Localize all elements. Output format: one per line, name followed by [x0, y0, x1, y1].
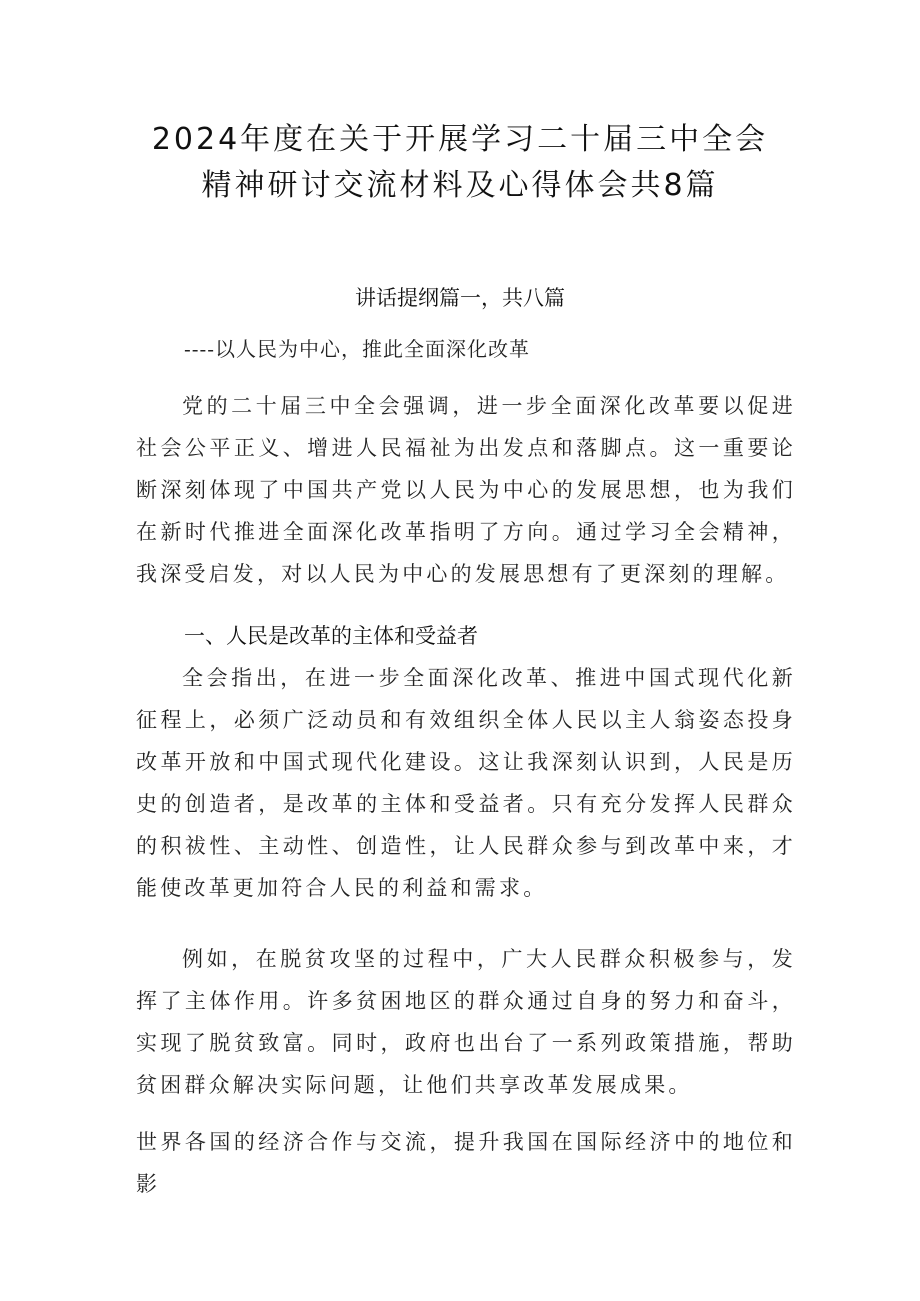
body-paragraph-2: 全会指出，在进一步全面深化改革、推进中国式现代化新征程上，必须广泛动员和有效组织全体人民以主人翁姿态投身改革开放和中国式现代化建设。这让我深刻认识到，人民是历史的创造者，是改革的主体和受益者。只有充分发挥人民群众的积祓性、主动性、创造性，让人民群众参与到改革中来，才能使改革更加符合人民的利益和需求。	[136, 666, 796, 900]
document-title-line-1: 2024年度在关于开展学习二十届三中全会	[151, 122, 769, 157]
section-subtitle: ----以人民为中心，推此全面深化改革	[184, 337, 531, 361]
body-paragraph-3: 例如，在脱贫攻坚的过程中，广大人民群众积极参与，发挥了主体作用。许多贫困地区的群众通过自身的努力和奋斗，实现了脱贫致富。同时，政府也出台了一系列政策措施，帮助贫困群众解决实际问题，让他们共享改革发展成果。	[136, 947, 796, 1097]
point-heading-1: 一、人民是改革的主体和受益者	[184, 624, 478, 648]
body-paragraph-4: 世界各国的经济合作与交流，提升我国在国际经济中的地位和影	[136, 1130, 796, 1196]
body-paragraph-1: 党的二十届三中全会强调，进一步全面深化改革要以促进社会公平正义、增进人民福祉为出发点和落脚点。这一重要论断深刻体现了中国共产党以人民为中心的发展思想，也为我们在新时代推进全面深化改革指明了方向。通过学习全会精神，我深受启发，对以人民为中心的发展思想有了更深刻的理解。	[136, 394, 796, 586]
document-title-line-2: 精神研讨交流材料及心得体会共8篇	[201, 168, 719, 203]
section-heading: 讲话提纲篇一，共八篇	[355, 286, 565, 310]
